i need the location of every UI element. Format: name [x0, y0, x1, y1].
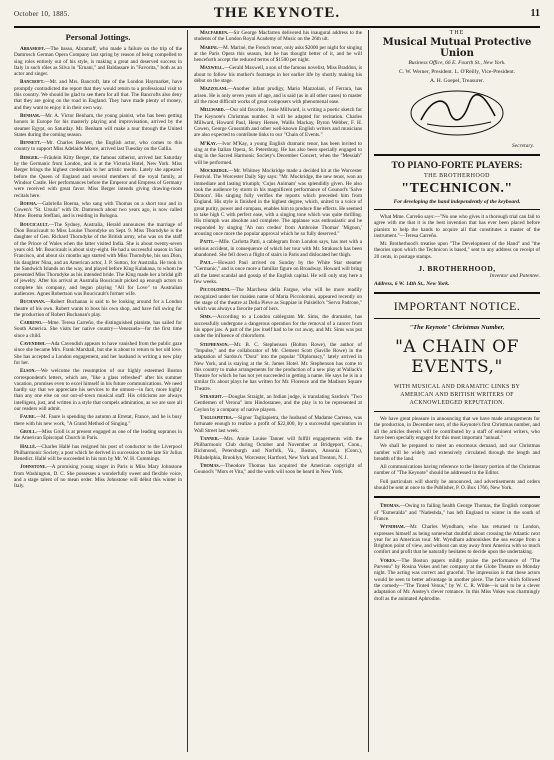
article-paragraph: [374, 524, 540, 555]
article-name-lead: Groll.: [20, 428, 37, 435]
article-paragraph: [14, 155, 182, 199]
article-text: —Mlle. Carlotta Patti, a cablegram from London says, has met with a serious accident, in consequence of which her tour with Mr. Strakosch has been abandoned. She fell down a flight of stairs in Paris and dislocated her thigh.: [194, 239, 362, 258]
article-name-lead: Thomas.: [200, 463, 220, 469]
union-ad: [374, 30, 540, 149]
article-list: [14, 46, 182, 490]
notice-paragraph: All communications having reference to the literary portion of the Christmas number of "The Keynote" should be addressed to the Editor.: [374, 464, 540, 477]
article-text: —Fräulein Kitty Berger, the famous zitherist, arrived last Saturday by the Germanic from London, and is at the Victoria Hotel, New York. Miss Berger brings the highest credentials to her artistic merits. Lately she appeared before the Queen of England and several members of the royal family, at Windsor Castle. Her performances before the Emperor and Empress of Germany were received with great favor. Miss Berger intends giving drawing-room recitals here.: [14, 154, 182, 199]
article-text: —Mr. and Mrs. Bancroft, late of the London Haymarket, have promptly contradicted the report that they would return to a professional visit to this country. We should be glad to see them for all that. The Bancrofts also deny that they are going on the road in England. They have made plenty of money, and they want to enjoy it in their own way.: [14, 79, 182, 111]
article-list: [194, 30, 362, 476]
union-officers: C. W. Werner, President. L. O'Reilly, Vice-President.: [399, 69, 515, 75]
article-paragraph: [194, 314, 362, 339]
article-text: —Gerald Maxwell, a son of the famous novelist, Miss Braddon, is about to follow his mother's footsteps in her earlier life by shortly making his début on the stage.: [194, 65, 362, 85]
article-paragraph: [194, 260, 362, 285]
article-name-lead: Maxwell.: [200, 65, 224, 72]
divider: [374, 209, 540, 210]
article-paragraph: [194, 463, 362, 476]
article-name-lead: Sims.: [200, 314, 212, 321]
article-text: —Mr. B. C. Stephenson (Bolton Rowe), the author of "Impulse," and the collaborator of Mr. Clement Scott (Saville Rowe) in the adaptation of Sardou's "Dora" into the popular "Diplomacy," lately arrived in New York, and is staying at the St. James Hotel. Mr. Stephenson has come to this country to make arrangements for the production of a new play at Wallack's Theatre for which he has not yet succeeded in getting a name. He says he is in a similar fix about plays he has written for Mr. Florence and the Madison Square Theatre.: [194, 341, 362, 392]
article-text: —Owing to failing health George Thomas, the English composer of "Esmeralda" and "Nadeshda," has left England to winter in the south of France.: [374, 503, 540, 522]
article-name-lead: Millward.: [200, 107, 225, 114]
divider: [374, 318, 540, 319]
article-name-lead: Wyndham.: [380, 524, 405, 531]
article-name-lead: Vokes.: [380, 557, 397, 564]
article-name-lead: Stephenson.: [200, 341, 229, 348]
piano-heading: TO PIANO-FORTE PLAYERS:: [391, 161, 523, 171]
article-paragraph: [14, 113, 182, 138]
technicon-tagline: For developing the hand independently of the keyboard.: [393, 199, 521, 205]
article-text: —Theodore Thomas has acquired the American copyright of Gounod's "Mors et Vita," and the work will soon be heard in New York.: [194, 463, 362, 476]
notice-paragraphs: [374, 416, 540, 491]
notice-paragraph: We shall be prepared to meet an enormous demand, and our Christmas number will be widely and extensively circulated through the length and breadth of the land.: [374, 443, 540, 462]
inventor-label: Inventor and Patentee.: [489, 273, 540, 280]
union-officers-treasurer: A. H. Goepel, Treasurer.: [430, 78, 484, 84]
column-advertisements: [374, 30, 540, 754]
column-two: [194, 30, 362, 754]
article-text: —Mr. Whitney Mockridge made a decided hit at the Worcester Festival. The Worcester Daily Spy says: "Mr. Mockridge, the new tenor, won an immediate and lasting triumph; 'Cujus Animam' was splendidly given. He also took the audience by storm in his magnificent performance of Gounod's 'Salve Dimora'. His singing fully verifies the reports which preceded him from England. His style is finished in the highest degree, which, united to a voice of great purity, power and compass, enables him to produce fine effects. He seemed to take high C with perfect ease, with a singing tone which was quite thrilling. His triumph was absolute and complete. The applause was enthusiastic and he responded by singing 'Ah non credea' from Ambroise Thomas' 'Mignon,' arousing once more the popular approval which he so fully deserved.": [194, 167, 362, 237]
article-name-lead: Mazzolani.: [200, 86, 228, 93]
article-name-lead: Buchanan.: [20, 299, 46, 306]
column-rule: [368, 30, 369, 752]
article-paragraph: [194, 342, 362, 392]
notice-heading: IMPORTANT NOTICE.: [393, 299, 521, 314]
article-paragraph: [194, 287, 362, 312]
article-paragraph: [14, 414, 182, 427]
article-name-lead: Faure.: [20, 414, 36, 421]
secretary-signature-seal: [407, 88, 507, 138]
article-text: —Mr. Charles Bennett, the English actor, who comes to this country to support Miss Adelaide Moore, arrived last Tuesday on the Gallia.: [14, 140, 182, 153]
article-paragraph: [14, 320, 182, 339]
article-text: —M. Faure is spending the autumn at Etretat, France, and he is busy there with his new work, "A Grand Method of Singing.": [14, 414, 182, 427]
article-paragraph: [194, 436, 362, 461]
divider: [374, 154, 540, 156]
article-name-lead: Hallé.: [20, 443, 37, 450]
section-title: Personal Jottings.: [65, 32, 131, 42]
article-paragraph: [194, 45, 362, 64]
article-name-lead: Macfarren.: [200, 30, 229, 36]
article-name-lead: Johnstone.: [20, 464, 47, 471]
masthead: [14, 4, 540, 28]
article-paragraph: [374, 503, 540, 522]
article-paragraph: [194, 141, 362, 166]
article-text: —Howard Paul arrived on Sunday by the White Star steamer "Germanic," and is once more a familiar figure on Broadway. Howard will bring all the latest scandal and gossip of the English capital. He will only stay here a few weeks.: [194, 260, 362, 285]
article-name-lead: Boucicault.: [20, 221, 49, 228]
article-text: —Signor Tagliapietra, the husband of Madame Carreno, was fortunate enough to realize a profit of $22,000, by a successful speculation in Wall Street last week.: [194, 414, 362, 434]
article-text: —Mrs. Annie Louise Tanner will fulfill engagements with the Philharmonic Club during October and November at Bridgeport, Conn., Richmond, Petersburgh and Norfolk, Va., Boston, Ansonia (Conn.), Philadelphia, Brooklyn, Worcester, Hartford, New York and Trenton, N. J.: [194, 435, 362, 461]
article-paragraph: [374, 558, 540, 602]
article-text: —We welcome the resumption of our highly esteemed Boston correspondent's letters, which are, "like a glass refreshed" after his summer vacation, promises even to excel himself in his future communications. We need hardly say that we appreciate his services to the utmost—in fact, more highly than any one else on our out-of-town musical staff. His criticisms are always intelligent, just, and written in a style that compels admiration, as we are sure all our readers will admit.: [14, 368, 182, 413]
article-paragraph: [14, 46, 182, 77]
article-name-lead: Cavendish.: [20, 341, 46, 348]
article-paragraph: [14, 140, 182, 153]
article-text: —Miss Groll is at present engaged as one of the leading sopranos in the American Episcopal Church in Paris.: [14, 428, 182, 442]
article-name-lead: Benham.: [20, 112, 41, 119]
article-paragraph: [14, 299, 182, 318]
article-paragraph: [194, 30, 362, 43]
chain-of-events-title: "A CHAIN OF EVENTS,": [395, 337, 519, 378]
article-name-lead: Tagliapietra.: [200, 414, 233, 421]
divider: [374, 292, 540, 294]
article-paragraph: [14, 79, 182, 110]
article-text: —Robert Buchanan is said to be looking around for a London theatre of his own. Robert wants to boss his own shop, and have full swing for the production of Robert Buchanan's play.: [14, 299, 182, 318]
article-paragraph: [194, 168, 362, 237]
article-paragraph: [14, 222, 182, 298]
article-text: —M. Mariné, the French tenor, only asks $2000 per night for singing at the Paris Opera this season, but he has thought better of it, and he will henceforth accept the reduced terms of $1500 per night.: [194, 44, 362, 64]
article-text: —Douglas Straight, an Indian judge, is translating Sardou's "Two Gentlemen of Verona" into Hindostanee, and the play is to be represented at Ceylon by a company of native players.: [194, 394, 362, 413]
notice-sub-2: AMERICAN AND BRITISH WRITERS OF: [400, 392, 514, 399]
article-paragraph: [14, 201, 182, 220]
article-text: —Another infant prodigy, Mario Mazzolani, of Ferrara, has arisen. He is only seven years of age, and is said (as in all other cases) to master all the most difficult works of great composers with phenomenal ease.: [194, 86, 362, 105]
article-paragraph: [194, 415, 362, 434]
article-name-lead: Abramoff.: [20, 46, 46, 52]
article-name-lead: Patti.: [200, 239, 214, 246]
technicon-body-2: Mr. Brotherhood's treatise upon "The Development of the Hand" and "the theories upon which the Technicon is based," sent to any address on receipt of 20 cents, in postage stamps.: [374, 241, 540, 260]
article-text: —Ivor M'Kay, a young English dramatic tenor, has been invited to sing at the Italian Opera, St. Petersburg. He has also been specially engaged to sing in the Sacred Harmonic Society's December Concert, when the "Messiah" will be performed.: [194, 140, 362, 166]
article-paragraph: [14, 429, 182, 442]
article-name-lead: Elson.: [20, 368, 36, 375]
secretary-label: Secretary.: [512, 143, 534, 149]
article-name-lead: Boema.: [20, 200, 38, 207]
article-text: —The Marchesa della Fargue, who will be more readily recognized under her maiden name of Maria Piccolomini, appeared recently on the stage of the theatre at Della Pieve as Suppiae in Paisiello's "Serva Padrone," which was always a favorite part of hers.: [194, 287, 362, 313]
notice-sub-1: WITH MUSICAL AND DRAMATIC LINKS BY: [393, 384, 521, 391]
christmas-number-label: "The Keynote" Christmas Number,: [409, 324, 505, 332]
article-name-lead: Straight.: [200, 394, 224, 401]
column-personal-jottings: [14, 30, 182, 754]
article-name-lead: Mockridge.: [200, 167, 229, 174]
article-text: —Our old favorite, Jessie Millward, is writing a poetic sketch for The Keynote's Christmas number. It will be adapted for recitation. Charles Millward, Howard Paul, Henry Hersee, Wallis Mackay, Byron Webber, F. H. Cowen, George Grossmith and other well-known English writers and musicians are also expected to contribute links to our "Chain of Events.": [194, 107, 362, 139]
company-address: Address, 6 W. 14th St., New York.: [374, 281, 450, 288]
article-name-lead: M'Kay.: [200, 140, 218, 147]
technicon-ad: [374, 161, 540, 287]
article-text: —Gabriella Boema, who sang with Thomas on a short tour and in Cowen's "St. Ursula" with Dr. Damrosch about two years ago, is now called Mme. Boema Steffani, and is residing in Bologna.: [14, 200, 182, 220]
article-paragraph: [14, 444, 182, 463]
page-number: 11: [530, 8, 540, 19]
article-name-lead: Bennett.: [20, 140, 42, 147]
article-text: —The basso, Abramoff, who made a failure on the trip of the Damrosch German Opera Company last spring by reason of being compelled to sing roles entirely out of his style, is making a great and deserved success in Italy in such rôles as Silva in "Ernani," and Baldassare in "Favorita," both as an actor and singer.: [14, 46, 182, 78]
union-name: Musical Mutual Protective Union: [382, 37, 532, 59]
article-paragraph: [194, 394, 362, 413]
article-list: [374, 503, 540, 601]
article-text: —Sir George Macfarren delivered his inaugural address to the students of the London Royal Academy of Music on the 26th ult.: [194, 30, 362, 43]
article-text: —The Boston papers mildly praise the performance of "The Parvenu" by Rosina Vokes and her company at the Globe Theatre on Monday night. The acting was correct and graceful. The impression is that these actors would be seen to better advantage in another piece. The farce which followed the comedy—"The Tinted Venus," by W. C. R. Wilde—is said to be a clever adaptation of Mr. Anstey's clever romance. In this Miss Vokes was charmingly droll as the animated Aphrodite.: [374, 557, 540, 602]
article-name-lead: Thomas.: [380, 503, 400, 510]
important-notice: [374, 299, 540, 491]
column-rule: [187, 30, 188, 752]
article-name-lead: Piccolomini.: [200, 287, 231, 294]
article-name-lead: Tanner.: [200, 435, 219, 442]
union-office: Business Office, 66 E. Fourth St., New York.: [408, 60, 506, 66]
brotherhood-label: THE BROTHERHOOD: [424, 173, 490, 179]
article-name-lead: Carreno.: [20, 320, 43, 327]
notice-paragraph: We have great pleasure in announcing that we have made arrangements for the production, in December next, of the Keynote's first Christmas number, and all the articles therein will be contributed by a staff of eminent writers, who have been specially engaged for this most important "annual.": [374, 416, 540, 441]
notice-sub-3: ACKNOWLEDGED REPUTATION.: [409, 400, 505, 407]
technicon-title: "TECHNICON.": [401, 181, 513, 196]
article-text: —Ada Cavendish appears to have vanished from the public gaze since she became Mrs. Frank Marshall, but she is about to return to her old love. She has accepted a London engagement, and her husband is writing a new play for her.: [14, 341, 182, 366]
article-paragraph: [194, 239, 362, 258]
article-text: —Charles Hallé has resigned his post of conductor to the Liverpool Philharmonic Society, a post which he derived in succession to the late Sir Julius Benedict. Hallé will be succeeded in his turn by Mr. W. H. Cummings.: [14, 443, 182, 463]
article-name-lead: Paul.: [200, 260, 213, 267]
article-paragraph: [14, 368, 182, 412]
article-name-lead: Marini.: [200, 44, 218, 51]
article-paragraph: [14, 464, 182, 489]
article-name-lead: Berger.: [20, 154, 39, 161]
company-name: J. BROTHERHOOD,: [418, 264, 496, 274]
divider: [374, 496, 540, 498]
issue-date: October 10, 1885.: [14, 10, 70, 18]
article-name-lead: Bancroft.: [20, 79, 45, 86]
article-text: —The Sydney, Australia, Herald announces the marriage of Dion Boucicault to Miss Louise Thorndyke on Sept. 9. Miss Thorndyke is the daughter of Gen. Richard Thorndyke of the British army, who was on the staff of the Prince of Wales when the latter visited India. She is about twenty-seven years old. Mr. Boucicault is about sixty-eight. He had a successful season in San Francisco, and about six months ago started with Miss Thorndyke, his son Dion, his daughter Nina, and an American actor, J. P. Sutton, for Australia. He took in the Sandwich Islands on the way, and played before King Kalakaua, to whom he presented Miss Thorndyke as his intended bride. The King made her a bridal gift of jewelry. After his arrival at Australia Boucicault picked up enough actors to complete his company, and began playing "All for Love" to Australian audiences. Agnes Robertson was Boucicault's former wife.: [14, 221, 182, 297]
newspaper-title: THE KEYNOTE.: [213, 5, 341, 21]
article-text: —Mme. Teresa Carreño, the distinguished pianiste, has sailed for South America. She visits her native country—Venezuela—for the first time since a child.: [14, 320, 182, 339]
union-the: THE: [449, 30, 465, 36]
technicon-body: What Mme. Carreño says:—"No one who gives it a thorough trial can fail to agree with me that it is the best invention that has ever been placed before pianists to help the hands to acquire all that constitutes a master of the instrument."—Teresa Carreño.: [374, 214, 540, 239]
article-paragraph: [194, 86, 362, 105]
divider: [374, 411, 540, 412]
article-paragraph: [194, 107, 362, 138]
article-text: —Mr. Charles Wyndham, who has returned to London, expresses himself as being somewhat doubtful about crossing the Atlantic next year for an American tour. Mr. Wyndham admonishes the sea escape from a Brighton point of view, and without can stay away from America with so much comfort and profit that he naturally hesitates to decide upon the undertaking.: [374, 524, 540, 556]
article-paragraph: [194, 65, 362, 84]
article-text: —According to a London cablegram Mr. Sims, the dramatist, has successfully undergone a dangerous operation for the removal of a cancer from his upper jaw. A part of the jaw itself had to be cut away, and Mr. Sims was put under the influence of chloroform.: [194, 314, 362, 340]
article-paragraph: [14, 341, 182, 366]
article-text: —A promising young singer in Paris is Miss Mary Johnstone from Washington, D. C. She possesses a wonderfully sweet and flexible voice, and a stage talent of no mean order. Miss Johnstone will début this winter in Italy.: [14, 464, 182, 490]
notice-paragraph: Full particulars will shortly be announced, and advertisements and orders should be sent at once to the Publisher, P. O. Box 1766, New York.: [374, 478, 540, 492]
article-text: —Mr. A. Victor Benham, the young pianist, who has been getting honors in Europe for his masterly playing and improvisation, arrived by the steamer Egypt, on Saturday. Mr. Benham will make a tour through the United States during the coming season.: [14, 112, 182, 138]
